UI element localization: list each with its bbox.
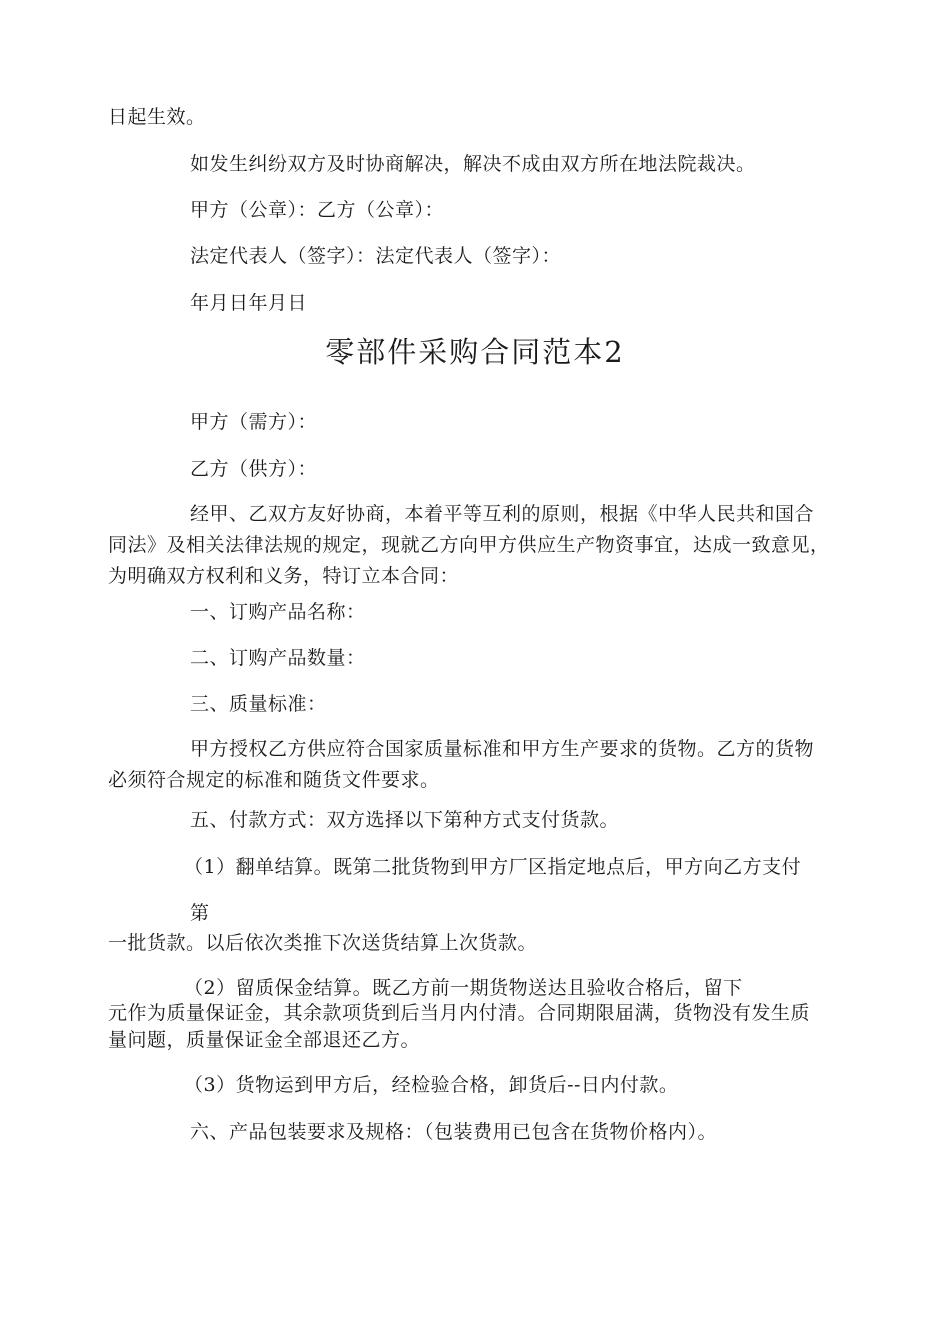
item-product-quantity: 二、订购产品数量： [190, 647, 366, 669]
signature-dates-line: 年月日年月日 [190, 292, 308, 314]
signature-representatives-line: 法定代表人（签字）：法定代表人（签字）： [190, 245, 562, 267]
item-quality-standard: 三、质量标准： [190, 693, 327, 715]
signature-seals-line: 甲方（公章）：乙方（公章）： [190, 199, 445, 221]
document-title: 零部件采购合同范本2 [325, 335, 625, 369]
payment-option-1-line-2: 第 [190, 902, 210, 924]
quality-line-1: 甲方授权乙方供应符合国家质量标准和甲方生产要求的货物。乙方的货物 [190, 738, 815, 760]
party-b-line: 乙方（供方）： [190, 458, 318, 480]
quality-line-2: 必须符合规定的标准和随货文件要求。 [108, 769, 440, 791]
payment-option-2-line-2: 元作为质量保证金，其余款项货到后当月内付清。合同期限届满，货物没有发生质 [108, 1002, 811, 1024]
intro-line-2: 同法》及相关法律法规的规定，现就乙方向甲方供应生产物资事宜，达成一致意见， [108, 534, 830, 556]
payment-option-2-line-1: （2）留质保金结算。既乙方前一期货物送达且验收合格后，留下 [184, 977, 743, 999]
item-packaging: 六、产品包装要求及规格：（包装费用已包含在货物价格内）。 [190, 1121, 718, 1143]
intro-line-3: 为明确双方权利和义务，特订立本合同： [108, 565, 460, 587]
payment-option-3: （3）货物运到甲方后，经检验合格，卸货后--日内付款。 [184, 1074, 679, 1096]
paragraph-dispute: 如发生纠纷双方及时协商解决，解决不成由双方所在地法院裁决。 [190, 153, 756, 175]
item-payment-method: 五、付款方式：双方选择以下第种方式支付货款。 [190, 809, 620, 831]
intro-line-1: 经甲、乙双方友好协商，本着平等互利的原则，根据《中华人民共和国合 [190, 503, 815, 525]
payment-option-2-line-3: 量问题，质量保证金全部退还乙方。 [108, 1029, 421, 1051]
payment-option-1-line-3: 一批货款。以后依次类推下次送货结算上次货款。 [108, 932, 538, 954]
paragraph-effective: 日起生效。 [108, 106, 206, 128]
party-a-line: 甲方（需方）： [190, 411, 318, 433]
item-product-name: 一、订购产品名称： [190, 601, 366, 623]
payment-option-1-line-1: （1）翻单结算。既第二批货物到甲方厂区指定地点后，甲方向乙方支付 [184, 856, 802, 878]
